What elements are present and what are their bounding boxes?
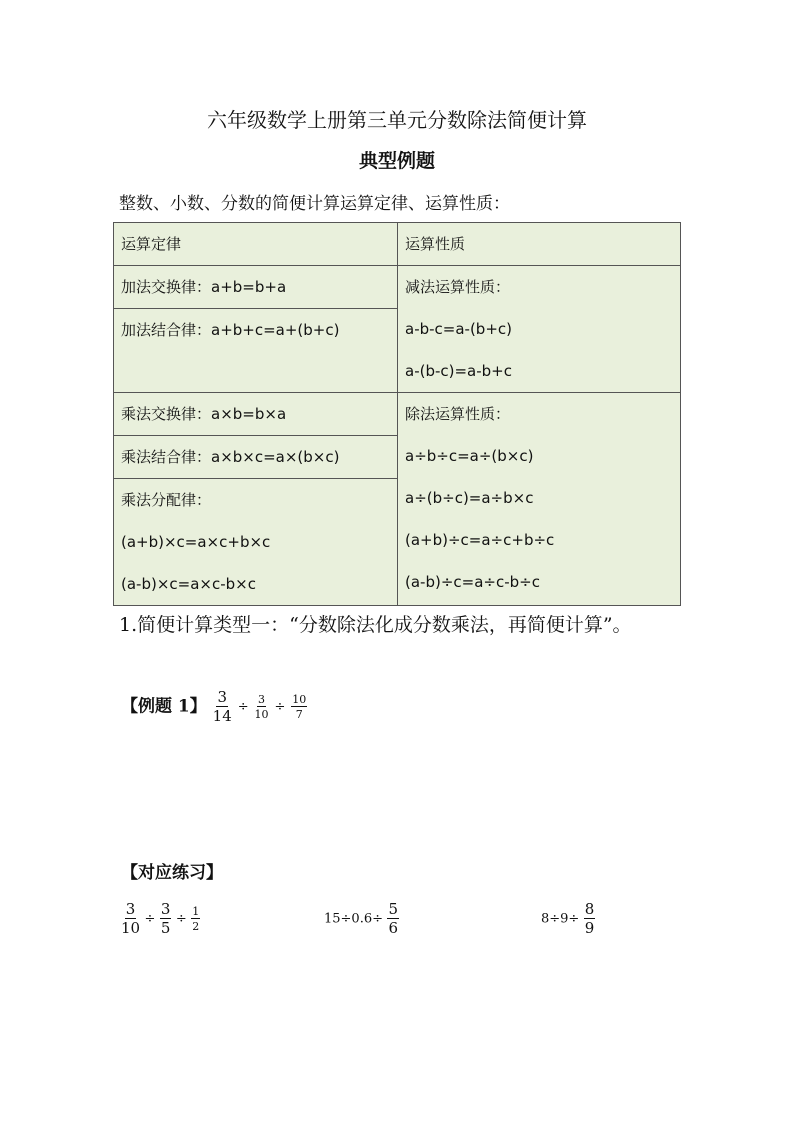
expression-prefix: 15÷0.6÷ xyxy=(324,911,384,927)
section-title: 1.简便计算类型一：“分数除法化成分数乘法，再简便计算”。 xyxy=(119,614,632,636)
laws-table xyxy=(113,222,681,606)
fraction: $\frac{3}{10}$ xyxy=(254,693,269,721)
fraction: $\frac{3}{10}$ xyxy=(121,900,141,937)
practice-problem-3 xyxy=(541,902,595,936)
fraction: $\frac{10}{7}$ xyxy=(292,693,307,721)
fraction: $\frac{3}{5}$ xyxy=(160,900,171,937)
page-title: 六年级数学上册第三单元分数除法简便计算 xyxy=(207,108,587,132)
table-header-laws: 运算定律 xyxy=(114,223,398,266)
addition-commutative-cell: 加法交换律：a+b=b+a xyxy=(114,266,398,309)
fraction: $\frac{3}{14}$ xyxy=(212,688,232,725)
multiplication-distributive-cell: 乘法分配律： (a+b)×c=a×c+b×c (a-b)×c=a×c-b×c xyxy=(114,479,398,606)
practice-heading: 【对应练习】 xyxy=(121,863,223,883)
expression-prefix: 8÷9÷ xyxy=(541,911,580,927)
page-subtitle: 典型例题 xyxy=(358,150,435,172)
fraction: $\frac{8}{9}$ xyxy=(584,900,595,937)
addition-associative-cell: 加法结合律：a+b+c=a+(b+c) xyxy=(114,309,398,393)
division-property-cell: 除法运算性质： a÷b÷c=a÷(b×c) a÷(b÷c)=a÷b×c (a+b)÷c=a÷c+b÷c (a-b)÷c=a÷c-b÷c xyxy=(398,393,681,606)
example-label: 【例题 1】 xyxy=(121,696,207,717)
fraction: $\frac{5}{6}$ xyxy=(388,900,399,937)
example-1 xyxy=(121,690,307,724)
fraction: $\frac{1}{2}$ xyxy=(192,905,200,933)
intro-text: 整数、小数、分数的简便计算运算定律、运算性质： xyxy=(119,194,510,214)
practice-problem-1 xyxy=(121,902,200,936)
division-operator: ÷ xyxy=(175,911,187,927)
table-header-properties: 运算性质 xyxy=(398,223,681,266)
division-operator: ÷ xyxy=(144,911,156,927)
subtraction-property-cell: 减法运算性质： a-b-c=a-(b+c) a-(b-c)=a-b+c xyxy=(398,266,681,393)
division-operator: ÷ xyxy=(274,699,286,715)
practice-problem-2 xyxy=(324,902,399,936)
multiplication-commutative-cell: 乘法交换律：a×b=b×a xyxy=(114,393,398,436)
multiplication-associative-cell: 乘法结合律：a×b×c=a×(b×c) xyxy=(114,436,398,479)
division-operator: ÷ xyxy=(237,699,249,715)
